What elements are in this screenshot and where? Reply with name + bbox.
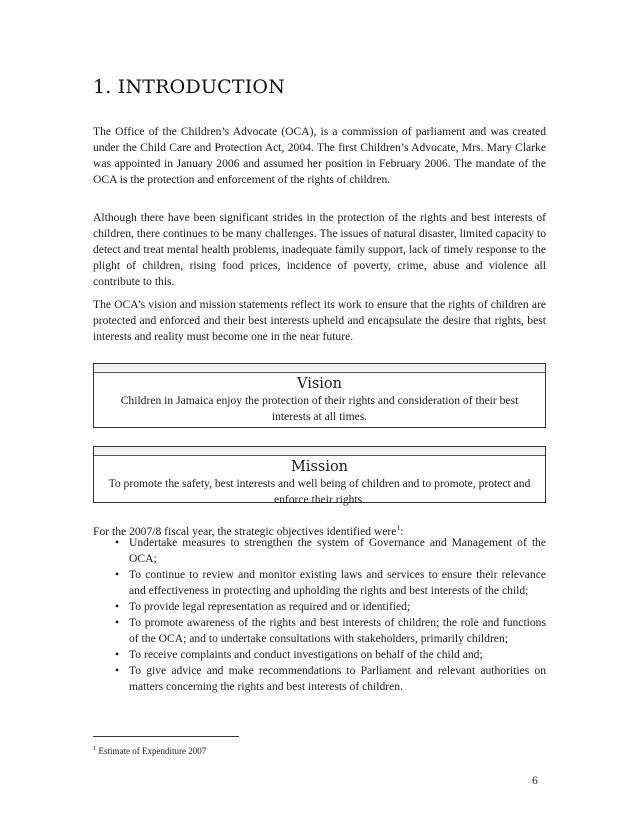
list-item (93, 615, 546, 647)
bullet-icon: • (115, 616, 120, 629)
list-item (93, 599, 546, 615)
list-item-text: To continue to review and monitor existing laws and services to ensure their relevance and effectiveness in protecting and upholding the rights and best interests of the child; (129, 568, 546, 597)
vision-text: Children in Jamaica enjoy the protection of their rights and consideration of their best interests at all times. (120, 394, 519, 423)
section-heading: 1. INTRODUCTION (93, 76, 286, 98)
footnote (93, 743, 206, 757)
list-item-text: To receive complaints and conduct investigations on behalf of the child and; (129, 648, 483, 661)
vision-title: Vision (296, 376, 342, 392)
bullet-icon: • (115, 600, 120, 613)
vision-box (93, 363, 546, 428)
list-item-text: To give advice and make recommendations to Parliament and relevant authorities on matters concerning the rights and best interests of children. (129, 664, 546, 693)
list-item (93, 567, 546, 599)
objectives-list (93, 535, 546, 695)
bullet-icon: • (115, 664, 120, 677)
mission-box (93, 446, 546, 506)
footnote-divider (93, 736, 239, 737)
intro-paragraph-3: The OCA’s vision and mission statements reflect its work to ensure that the rights of children are protected and enforced and their best interests upheld and encapsulate the desire that rights, best interests and reality must become one in the near future. (93, 298, 546, 343)
footnote-reference[interactable]: 1 (396, 523, 401, 532)
mission-box-header-strip (94, 447, 545, 456)
list-item (93, 535, 546, 567)
bullet-icon: • (115, 568, 120, 581)
page-number: 6 (532, 774, 538, 787)
objectives-intro-text: For the 2007/8 fiscal year, the strategic objectives identified were (93, 524, 397, 538)
objectives-intro-colon: : (400, 524, 404, 538)
list-item (93, 647, 546, 663)
footnote-text: Estimate of Expenditure 2007 (98, 746, 207, 756)
intro-paragraph-1: The Office of the Children’s Advocate (OCA), is a commission of parliament and was created under the Child Care and Protection Act, 2004. The first Children’s Advocate, Mrs. Mary Clarke was appointed in January 2006 and assumed her position in February 2006. The mandate of the OCA is the protection and enforcement of the rights of children. (93, 125, 546, 186)
footnote-number: 1 (93, 745, 97, 752)
bullet-icon: • (115, 648, 120, 661)
mission-title: Mission (290, 459, 349, 475)
bullet-icon: • (115, 536, 120, 549)
list-item-text: To promote awareness of the rights and best interests of children; the role and functions of the OCA; and to undertake consultations with stakeholders, primarily children; (129, 616, 546, 645)
list-item (93, 663, 546, 695)
intro-paragraph-2: Although there have been significant strides in the protection of the rights and best interests of children, there continues to be many challenges. The issues of natural disaster, limited capacity to detect and treat mental health problems, inadequate family support, lack of timely response to the plight of children, rising food prices, incidence of poverty, crime, abuse and violence all contribute to this. (93, 211, 546, 288)
list-item-text: Undertake measures to strengthen the system of Governance and Management of the OCA; (129, 536, 546, 565)
list-item-text: To provide legal representation as required and or identified; (129, 600, 411, 613)
vision-box-header-strip (94, 364, 545, 373)
mission-text: To promote the safety, best interests and well being of children and to promote, protect and enforce their rights. (108, 477, 531, 506)
